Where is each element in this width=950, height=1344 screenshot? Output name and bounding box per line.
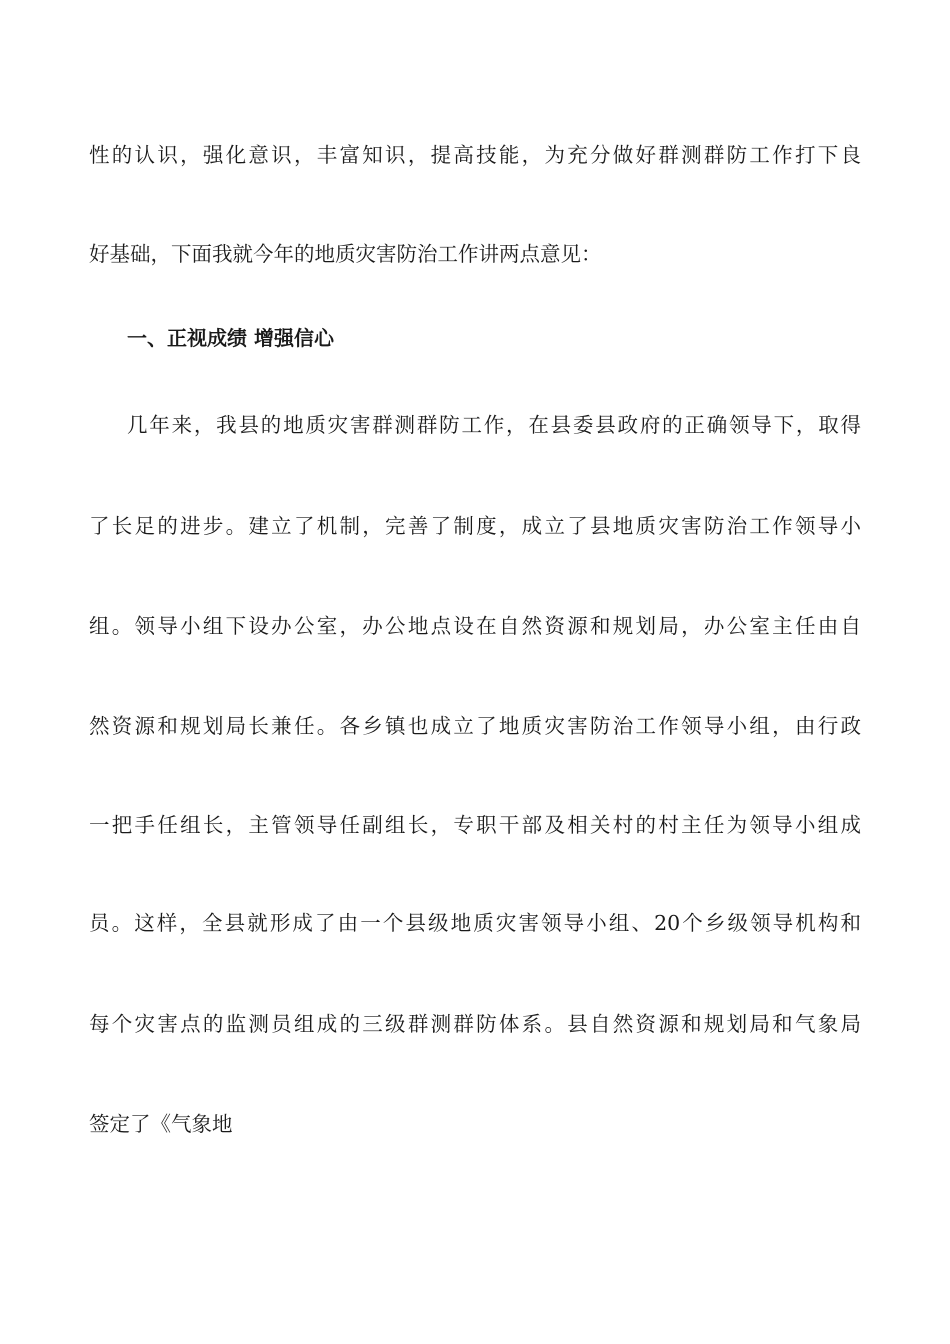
paragraph-line-3: 组。领导小组下设办公室，办公地点设在自然资源和规划局，办公室主任由自: [89, 614, 861, 638]
paragraph-line-8: 签定了《气象地: [89, 1112, 233, 1136]
paragraph-line-7: 每个灾害点的监测员组成的三级群测群防体系。县自然资源和规划局和气象局: [89, 1012, 861, 1036]
section-heading: 一、正视成绩 增强信心: [127, 326, 334, 350]
paragraph-line-1: 几年来，我县的地质灾害群测群防工作，在县委县政府的正确领导下，取得: [127, 413, 861, 437]
paragraph-line-2: 了长足的进步。建立了机制，完善了制度，成立了县地质灾害防治工作领导小: [89, 514, 861, 538]
paragraph-line-6: 员。这样，全县就形成了由一个县级地质灾害领导小组、20个乡级领导机构和: [89, 911, 861, 935]
paragraph-line-4: 然资源和规划局长兼任。各乡镇也成立了地质灾害防治工作领导小组，由行政: [89, 714, 861, 738]
paragraph-line-5: 一把手任组长，主管领导任副组长，专职干部及相关村的村主任为领导小组成: [89, 813, 861, 837]
text-line-2: 好基础，下面我就今年的地质灾害防治工作讲两点意见：: [89, 242, 602, 266]
text-line-1: 性的认识，强化意识，丰富知识，提高技能，为充分做好群测群防工作打下良: [89, 143, 861, 167]
